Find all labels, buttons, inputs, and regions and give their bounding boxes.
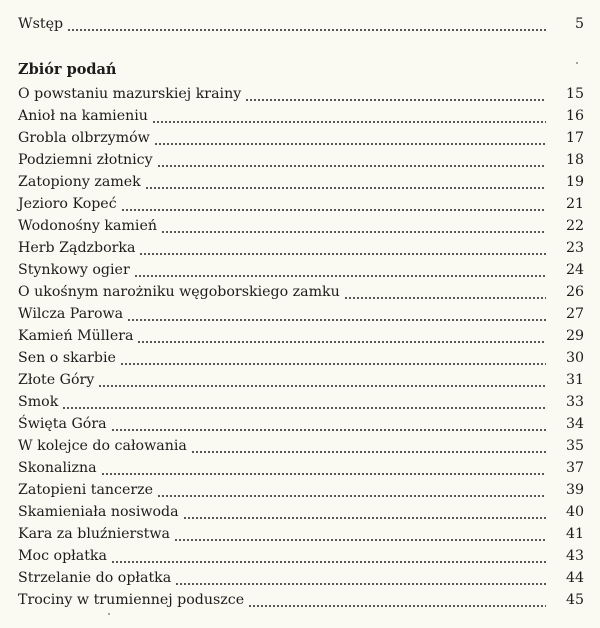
speck xyxy=(108,613,110,615)
toc-entry-title: Strzelanie do opłatka xyxy=(18,570,172,586)
toc-entry-page: 22 xyxy=(565,218,584,234)
toc-entry-title: Wilcza Parowa xyxy=(18,306,124,322)
toc-entry-title: Zatopieni tancerze xyxy=(18,482,154,498)
toc-entry-title: Skonalizna xyxy=(18,460,97,476)
dot-leader xyxy=(157,150,546,170)
toc-entry-page: 35 xyxy=(565,438,584,454)
dot-leader xyxy=(134,260,546,280)
toc-entry xyxy=(18,480,584,500)
toc-entry-title: Herb Ządzborka xyxy=(18,240,136,256)
toc-entry-title: Anioł na kamieniu xyxy=(18,108,148,124)
toc-entry-title: Stynkowy ogier xyxy=(18,262,130,278)
toc-entry xyxy=(18,436,584,456)
toc-entry-title: W kolejce do całowania xyxy=(18,438,187,454)
toc-entry xyxy=(18,392,584,412)
toc-entry xyxy=(18,238,584,258)
toc-entry-title: Podziemni złotnicy xyxy=(18,152,153,168)
toc-entry-page: 37 xyxy=(565,460,584,476)
toc-entry-title: Jezioro Kopeć xyxy=(18,196,117,212)
dot-leader xyxy=(101,458,546,478)
dot-leader xyxy=(111,414,546,434)
toc-entry-page: 23 xyxy=(565,240,584,256)
toc-entry-page: 45 xyxy=(565,592,584,608)
dot-leader xyxy=(67,14,546,34)
toc-entry-page: 41 xyxy=(565,526,584,542)
toc-entry-page: 17 xyxy=(565,130,584,146)
table-of-contents xyxy=(18,0,584,628)
toc-entry-page: 31 xyxy=(565,372,584,388)
toc-entry-page: 34 xyxy=(565,416,584,432)
toc-entry xyxy=(18,348,584,368)
toc-entry-page: 29 xyxy=(565,328,584,344)
toc-entry xyxy=(18,194,584,214)
toc-entry-page: 43 xyxy=(565,548,584,564)
dot-leader xyxy=(120,348,546,368)
toc-entry-page: 21 xyxy=(565,196,584,212)
toc-entry xyxy=(18,414,584,434)
dot-leader xyxy=(191,436,546,456)
toc-entry-page: 33 xyxy=(565,394,584,410)
toc-entry xyxy=(18,282,584,302)
toc-entry-page: 44 xyxy=(565,570,584,586)
dot-leader xyxy=(248,590,546,610)
dot-leader xyxy=(174,524,546,544)
toc-entry-title: Złote Góry xyxy=(18,372,95,388)
toc-entry xyxy=(18,502,584,522)
toc-entry-page: 30 xyxy=(565,350,584,366)
toc-entry-title: Kara za bluźnierstwa xyxy=(18,526,170,542)
toc-entry xyxy=(18,304,584,324)
dot-leader xyxy=(157,480,546,500)
toc-entry-page: 26 xyxy=(565,284,584,300)
toc-entry xyxy=(18,128,584,148)
dot-leader xyxy=(344,282,546,302)
toc-entry-title: Kamień Müllera xyxy=(18,328,134,344)
toc-entry-page: 24 xyxy=(565,262,584,278)
dot-leader xyxy=(175,568,546,588)
toc-entry-page: 39 xyxy=(565,482,584,498)
toc-entry xyxy=(18,568,584,588)
dot-leader xyxy=(145,172,546,192)
toc-entry xyxy=(18,546,584,566)
toc-entry xyxy=(18,260,584,280)
toc-entry-page: 27 xyxy=(565,306,584,322)
toc-entry xyxy=(18,84,584,104)
toc-entry-intro xyxy=(18,14,584,34)
toc-entry-page: 18 xyxy=(565,152,584,168)
toc-entry-page: 5 xyxy=(574,16,584,32)
toc-entry-page: 16 xyxy=(565,108,584,124)
toc-entry-title: Grobla olbrzymów xyxy=(18,130,150,146)
dot-leader xyxy=(137,326,546,346)
toc-entry-title: Święta Góra xyxy=(18,416,107,432)
toc-entry-title: Smok xyxy=(18,394,59,410)
toc-entry-title: Wodonośny kamień xyxy=(18,218,157,234)
dot-leader xyxy=(111,546,546,566)
dot-leader xyxy=(62,392,546,412)
dot-leader xyxy=(98,370,546,390)
dot-leader xyxy=(139,238,546,258)
toc-entry xyxy=(18,370,584,390)
toc-entry-title: Skamieniała nosiwoda xyxy=(18,504,179,520)
speck xyxy=(576,62,578,64)
section-heading: Zbiór podań xyxy=(18,61,117,78)
toc-entry xyxy=(18,216,584,236)
toc-entry-page: 40 xyxy=(565,504,584,520)
toc-entry xyxy=(18,172,584,192)
dot-leader xyxy=(121,194,546,214)
dot-leader xyxy=(183,502,546,522)
toc-entry-title: Wstęp xyxy=(18,16,64,32)
toc-entry xyxy=(18,326,584,346)
toc-entry-page: 15 xyxy=(565,86,584,102)
dot-leader xyxy=(245,84,546,104)
toc-entry-title: O ukośnym narożniku węgoborskiego zamku xyxy=(18,284,340,300)
toc-entry xyxy=(18,150,584,170)
dot-leader xyxy=(161,216,546,236)
toc-entry xyxy=(18,590,584,610)
toc-entry xyxy=(18,524,584,544)
toc-entry-title: Sen o skarbie xyxy=(18,350,116,366)
toc-entry-title: Trociny w trumiennej poduszce xyxy=(18,592,245,608)
toc-entry-title: O powstaniu mazurskiej krainy xyxy=(18,86,242,102)
toc-entry-page: 19 xyxy=(565,174,584,190)
toc-entry-title: Moc opłatka xyxy=(18,548,107,564)
toc-entry-title: Zatopiony zamek xyxy=(18,174,141,190)
toc-entry xyxy=(18,458,584,478)
dot-leader xyxy=(152,106,546,126)
dot-leader xyxy=(154,128,546,148)
toc-entry xyxy=(18,106,584,126)
dot-leader xyxy=(127,304,546,324)
